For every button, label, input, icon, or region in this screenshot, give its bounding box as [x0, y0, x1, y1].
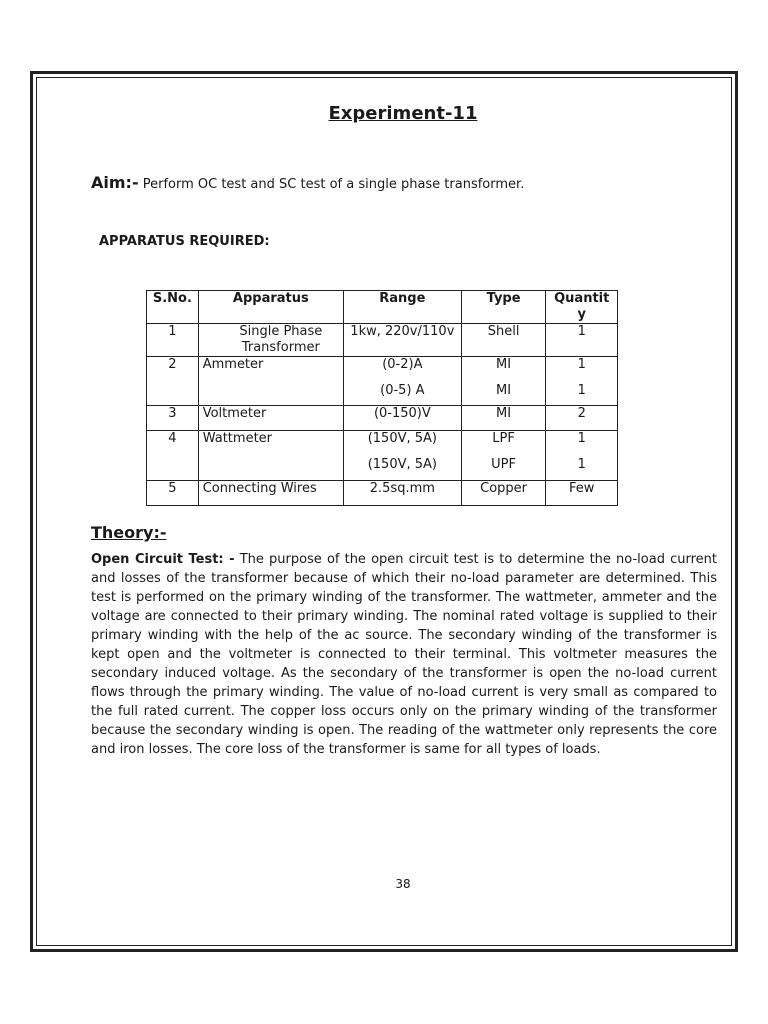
range-value: (150V, 5A): [367, 431, 437, 446]
table-row: [147, 431, 618, 481]
cell-apparatus: Connecting Wires: [198, 481, 343, 506]
cell-type: Copper: [461, 481, 546, 506]
cell-qty: [546, 431, 618, 481]
aim-label: Aim:-: [91, 173, 139, 192]
page-number: 38: [395, 877, 411, 891]
qty-value: 1: [577, 457, 586, 472]
cell-qty: [546, 357, 618, 406]
cell-range: (0-150)V: [343, 406, 461, 431]
table-row: [147, 324, 618, 357]
page-border-inner: [36, 77, 732, 946]
cell-qty: Few: [546, 481, 618, 506]
cell-type: MI: [461, 406, 546, 431]
theory-body: The purpose of the open circuit test is to determine the no-load current and losses of the transformer because of which their no-load parameter are determined. This test is performed on the primary winding of the transformer. The wattmeter, ammeter and the voltage are connected to their primary winding. The nominal rated voltage is supplied to their primary winding with the help of the ac source. The secondary winding of the transformer is kept open and the voltmeter is connected to their terminal. This voltmeter measures the secondary induced voltage. As the secondary of the transformer is open the no-load current flows through the primary winding. The value of no-load current is very small as compared to the full rated current. The copper loss occurs only on the primary winding of the transformer because the secondary winding is open. The reading of the wattmeter only represents the core and iron losses. The core loss of the transformer is same for all types of loads.: [91, 552, 717, 757]
table-header-row: [147, 291, 618, 324]
theory-paragraph: [91, 550, 717, 759]
cell-type: [461, 357, 546, 406]
cell-qty: 2: [546, 406, 618, 431]
theory-lead: Open Circuit Test: -: [91, 552, 235, 567]
type-value: LPF: [492, 431, 515, 446]
header-sno: S.No.: [147, 291, 199, 324]
header-apparatus: Apparatus: [198, 291, 343, 324]
cell-sno: 5: [147, 481, 199, 506]
theory-heading: Theory:-: [91, 523, 167, 542]
aim-section: [91, 173, 524, 192]
cell-apparatus: Ammeter: [198, 357, 343, 406]
qty-value: 1: [577, 383, 586, 398]
cell-range: [343, 431, 461, 481]
type-value: MI: [496, 357, 512, 372]
header-type: Type: [461, 291, 546, 324]
table-row: [147, 481, 618, 506]
cell-qty: 1: [546, 324, 618, 357]
cell-apparatus: Single Phase Transformer: [198, 324, 343, 357]
type-value: MI: [496, 383, 512, 398]
header-quantity: Quantity: [546, 291, 618, 324]
header-range: Range: [343, 291, 461, 324]
cell-sno: 4: [147, 431, 199, 481]
cell-type: Shell: [461, 324, 546, 357]
cell-range: [343, 357, 461, 406]
aim-text: Perform OC test and SC test of a single phase transformer.: [142, 177, 525, 192]
range-value: (0-2)A: [382, 357, 423, 372]
table-row: [147, 357, 618, 406]
page-title: Experiment-11: [328, 103, 478, 124]
range-value: (150V, 5A): [367, 457, 437, 472]
cell-range: 1kw, 220v/110v: [343, 324, 461, 357]
table-row: [147, 406, 618, 431]
cell-sno: 2: [147, 357, 199, 406]
cell-apparatus: Voltmeter: [198, 406, 343, 431]
qty-value: 1: [577, 357, 586, 372]
cell-sno: 1: [147, 324, 199, 357]
cell-type: [461, 431, 546, 481]
apparatus-table: [146, 290, 618, 506]
cell-sno: 3: [147, 406, 199, 431]
range-value: (0-5) A: [380, 383, 425, 398]
apparatus-heading: APPARATUS REQUIRED:: [99, 234, 270, 249]
cell-range: 2.5sq.mm: [343, 481, 461, 506]
cell-apparatus: Wattmeter: [198, 431, 343, 481]
qty-value: 1: [577, 431, 586, 446]
type-value: UPF: [491, 457, 516, 472]
